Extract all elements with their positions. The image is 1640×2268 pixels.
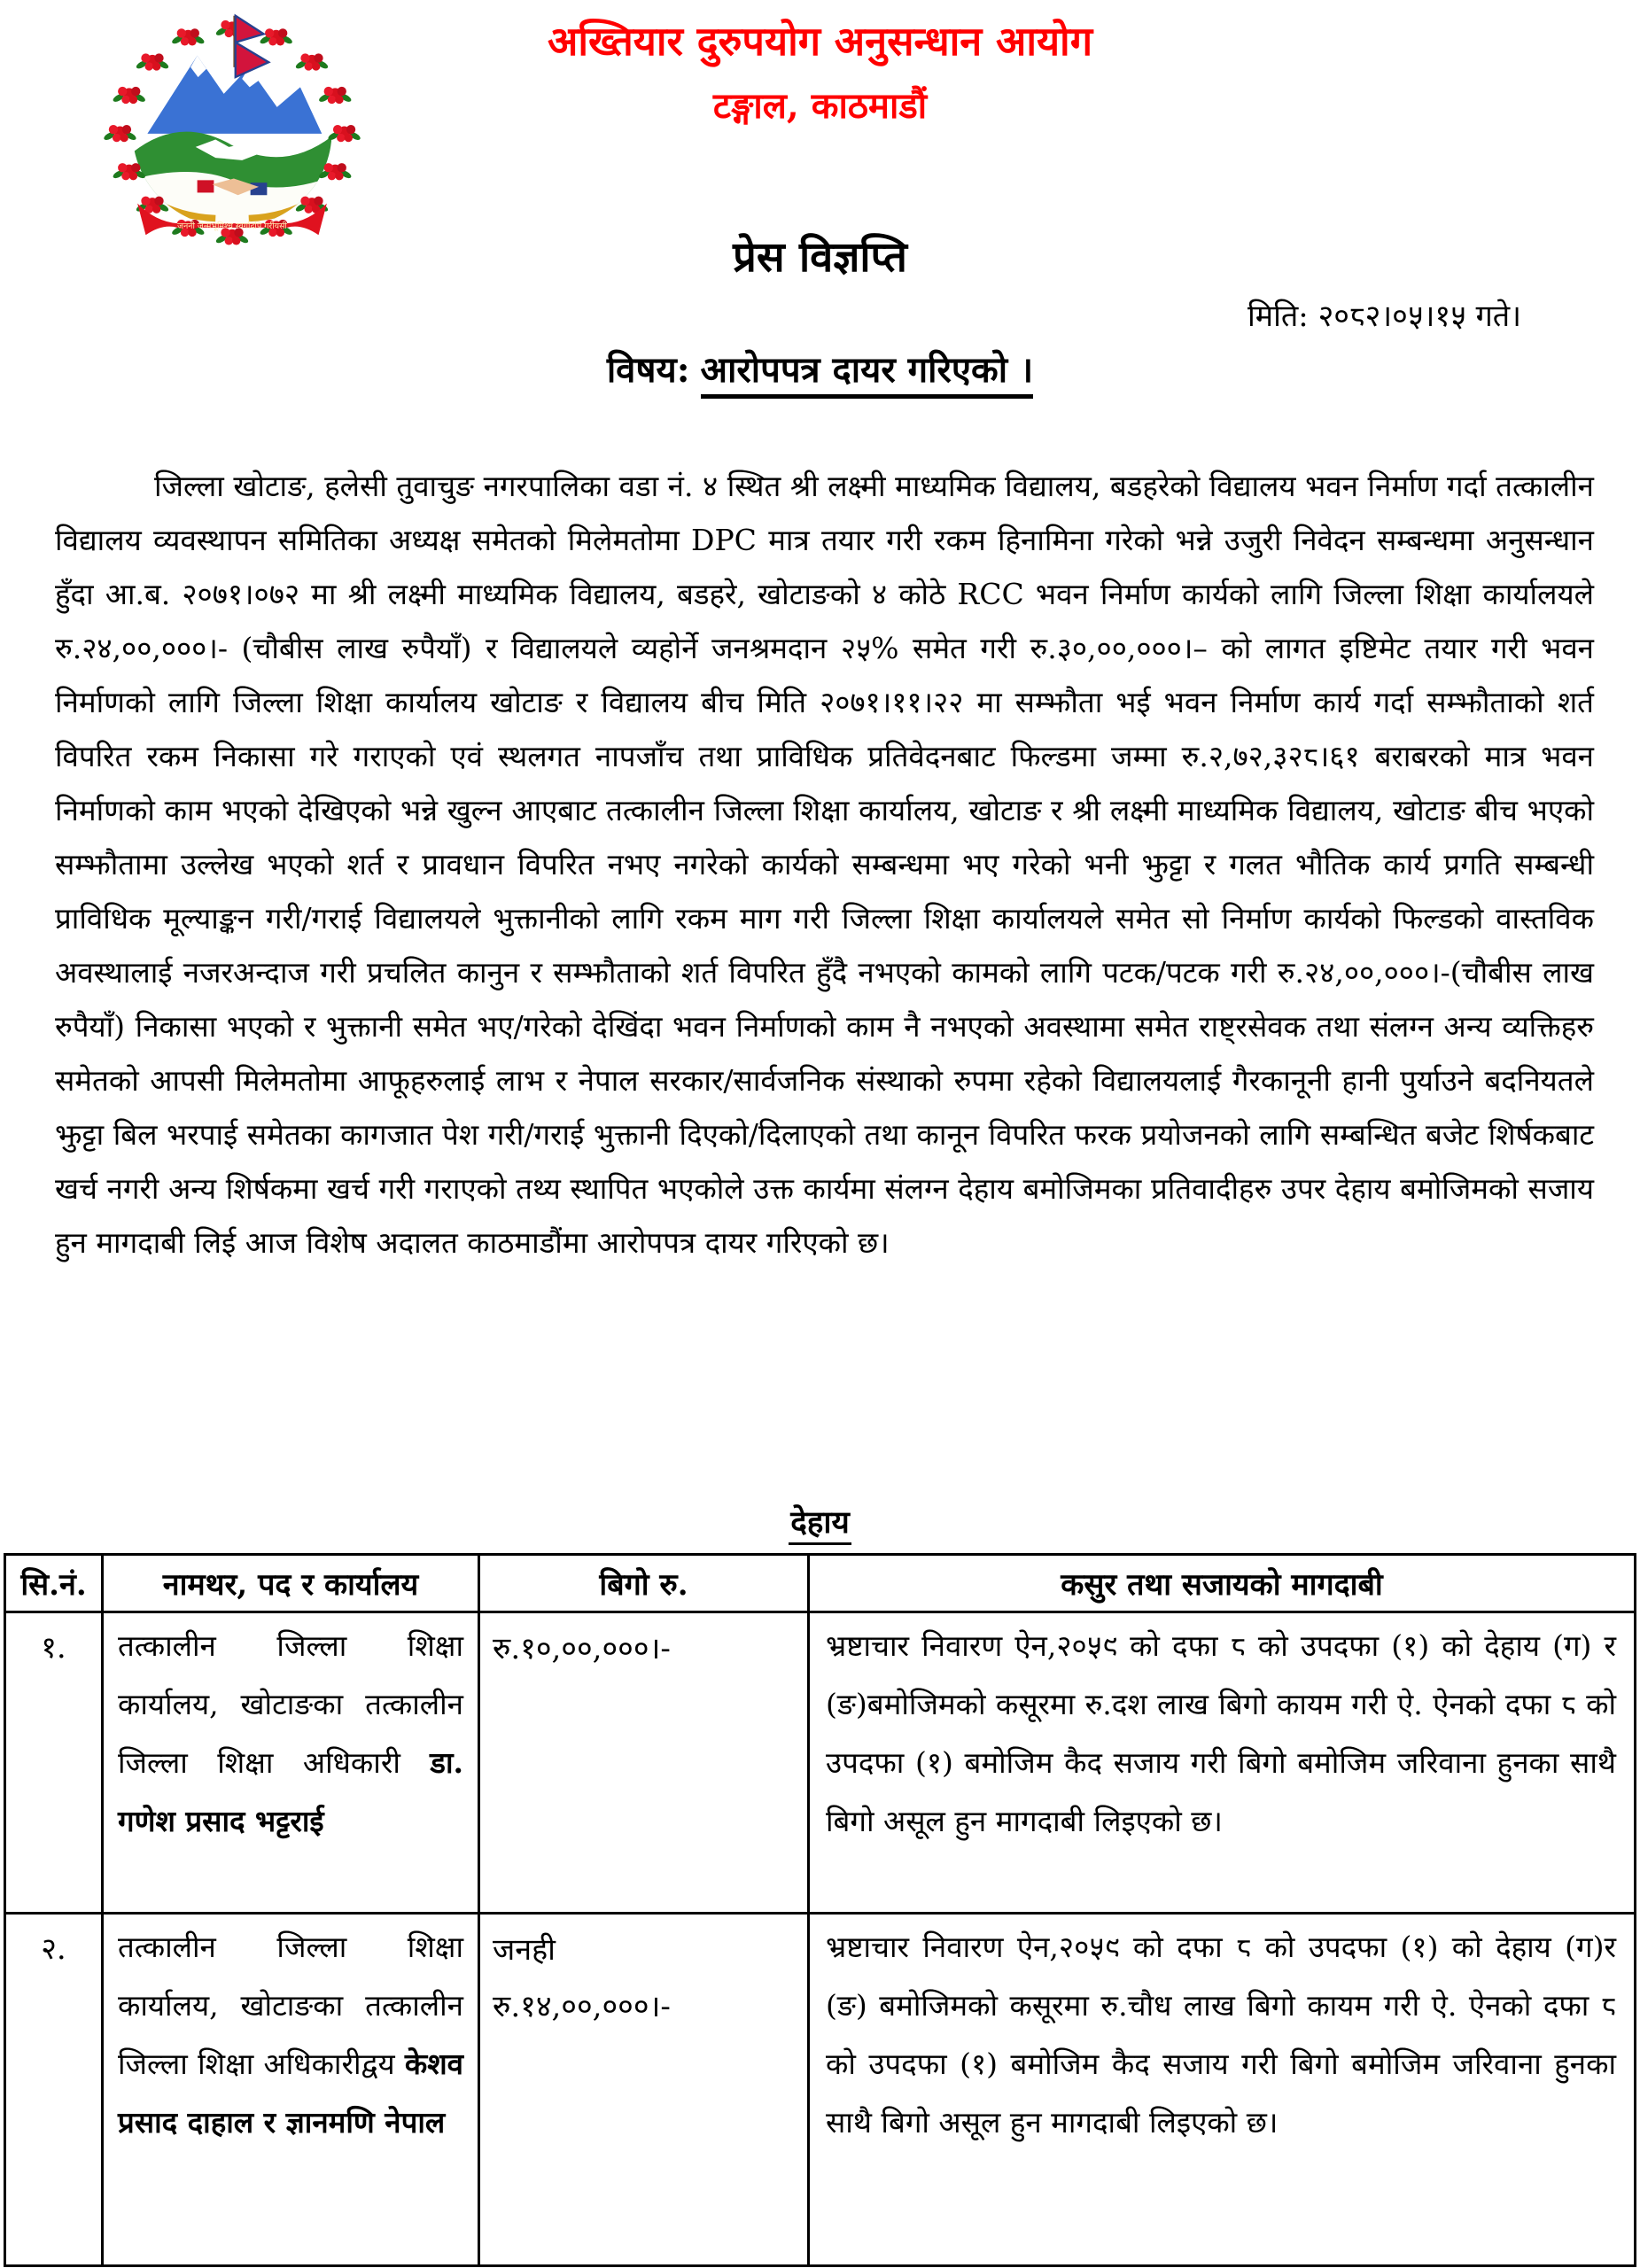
date-line: मिति: २०८२।०५।१५ गते। [1247, 299, 1521, 334]
press-release-title: प्रेस विज्ञप्ति [733, 233, 907, 282]
row-charge: भ्रष्टाचार निवारण ऐन,२०५९ को दफा ८ को उपदफा (१) को देहाय (ग) र (ङ)बमोजिमको कसूरमा रु.दश लाख बिगो कायम गरी ऐ. ऐनको दफा ८ को उपदफा (१) बमोजिम कैद सजाय गरी बिगो बमोजिम जरिवाना हुनका साथै बिगो असूल हुन मागदाबी लिइएको छ। [809, 1612, 1636, 1914]
row-bigo: रु.१०,००,०००।- [479, 1612, 809, 1914]
subject-line [0, 344, 1640, 392]
row-sn: २. [5, 1914, 103, 2266]
defendants-table [4, 1553, 1636, 2267]
dehaya-heading: देहाय [0, 1501, 1640, 1542]
subject-label: विषय: [606, 349, 690, 391]
defendant-name: केशव प्रसाद दाहाल र ज्ञानमणि नेपाल [118, 2047, 463, 2140]
row-name: तत्कालीन जिल्ला शिक्षा कार्यालय, खोटाङका तत्कालीन जिल्ला शिक्षा अधिकारी डा. गणेश प्रसाद भट्टराई [103, 1612, 479, 1914]
org-address: टङ्गाल, काठमाडौं [712, 85, 928, 127]
header-sn: सि.नं. [5, 1555, 103, 1612]
table-row [5, 1914, 1636, 2266]
header-name: नामथर, पद र कार्यालय [103, 1555, 479, 1612]
table-header-row [5, 1555, 1636, 1612]
header-charge: कसुर तथा सजायको मागदाबी [809, 1555, 1636, 1612]
body-paragraph: जिल्ला खोटाङ, हलेसी तुवाचुङ नगरपालिका वडा नं. ४ स्थित श्री लक्ष्मी माध्यमिक विद्यालय, बडहरेको विद्यालय भवन निर्माण गर्दा तत्कालीन विद्यालय व्यवस्थापन समितिका अध्यक्ष समेतको मिलेमतोमा DPC मात्र तयार गरी रकम हिनामिना गरेको भन्ने उजुरी निवेदन सम्बन्धमा अनुसन्धान हुँदा आ.ब. २०७१।०७२ मा श्री लक्ष्मी माध्यमिक विद्यालय, बडहरे, खोटाङको ४ कोठे RCC भवन निर्माण कार्यको लागि जिल्ला शिक्षा कार्यालयले रु.२४,००,०००।- (चौबीस लाख रुपैयाँ) र विद्यालयले व्यहोर्ने जनश्रमदान २५% समेत गरी रु.३०,००,०००।– को लागत इष्टिमेट तयार गरी भवन निर्माणको लागि जिल्ला शिक्षा कार्यालय खोटाङ र विद्यालय बीच मिति २०७१।११।२२ मा सम्झौता भई भवन निर्माण कार्य गर्दा सम्झौताको शर्त विपरित रकम निकासा गरे गराएको एवं स्थलगत नापजाँच तथा प्राविधिक प्रतिवेदनबाट फिल्डमा जम्मा रु.२,७२,३२८।६१ बराबरको मात्र भवन निर्माणको काम भएको देखिएको भन्ने खुल्न आएबाट तत्कालीन जिल्ला शिक्षा कार्यालय, खोटाङ र श्री लक्ष्मी माध्यमिक विद्यालय, खोटाङ बीच भएको सम्झौतामा उल्लेख भएको शर्त र प्रावधान विपरित नभए नगरेको कार्यको सम्बन्धमा भए गरेको भनी झुट्टा र गलत भौतिक कार्य प्रगति सम्बन्धी प्राविधिक मूल्याङ्कन गरी/गराई विद्यालयले भुक्तानीको लागि रकम माग गरी जिल्ला शिक्षा कार्यालयले समेत सो निर्माण कार्यको फिल्डको वास्तविक अवस्थालाई नजरअन्दाज गरी प्रचलित कानुन र सम्झौताको शर्त विपरित हुँदै नभएको कामको लागि पटक/पटक गरी रु.२४,००,०००।-(चौबीस लाख रुपैयाँ) निकासा भएको र भुक्तानी समेत भए/गरेको देखिंदा भवन निर्माणको काम नै नभएको अवस्थामा समेत राष्ट्रसेवक तथा संलग्न अन्य व्यक्तिहरु समेतको आपसी मिलेमतोमा आफूहरुलाई लाभ र नेपाल सरकार/सार्वजनिक संस्थाको रुपमा रहेको विद्यालयलाई गैरकानूनी हानी पुर्याउने बदनियतले झुट्टा बिल भरपाई समेतका कागजात पेश गरी/गराई भुक्तानी दिएको/दिलाएको तथा कानून विपरित फरक प्रयोजनको लागि सम्बन्धित बजेट शिर्षकबाट खर्च नगरी अन्य शिर्षकमा खर्च गरी गराएको तथ्य स्थापित भएकोले उक्त कार्यमा संलग्न देहाय बमोजिमका प्रतिवादीहरु उपर देहाय बमोजिमको सजाय हुन मागदाबी लिई आज विशेष अदालत काठमाडौंमा आरोपपत्र दायर गरिएको छ। [55, 469, 1594, 1260]
emblem-motto-text: जननी जन्मभूमिश्च स्वर्गादपि गरीयसी [177, 221, 287, 231]
row-name: तत्कालीन जिल्ला शिक्षा कार्यालय, खोटाङका तत्कालीन जिल्ला शिक्षा अधिकारीद्वय केशव प्रसाद दाहाल र ज्ञानमणि नेपाल [103, 1914, 479, 2266]
defendant-name: डा. गणेश प्रसाद भट्टराई [118, 1745, 463, 1838]
org-name: अख्तियार दुरुपयोग अनुसन्धान आयोग [547, 18, 1093, 65]
letterhead [0, 18, 1640, 128]
header-bigo: बिगो रु. [479, 1555, 809, 1612]
row-charge: भ्रष्टाचार निवारण ऐन,२०५९ को दफा ८ को उपदफा (१) को देहाय (ग)र (ङ) बमोजिमको कसूरमा रु.चौध लाख बिगो कायम गरी ऐ. ऐनको दफा ८ को उपदफा (१) बमोजिम कैद सजाय गरी बिगो बमोजिम जरिवाना हुनका साथै बिगो असूल हुन मागदाबी लिइएको छ। [809, 1914, 1636, 2266]
row-bigo: जनही रु.१४,००,०००।- [479, 1914, 809, 2266]
table-row [5, 1612, 1636, 1914]
row-sn: १. [5, 1612, 103, 1914]
subject-text: आरोपपत्र दायर गरिएको । [701, 349, 1034, 399]
